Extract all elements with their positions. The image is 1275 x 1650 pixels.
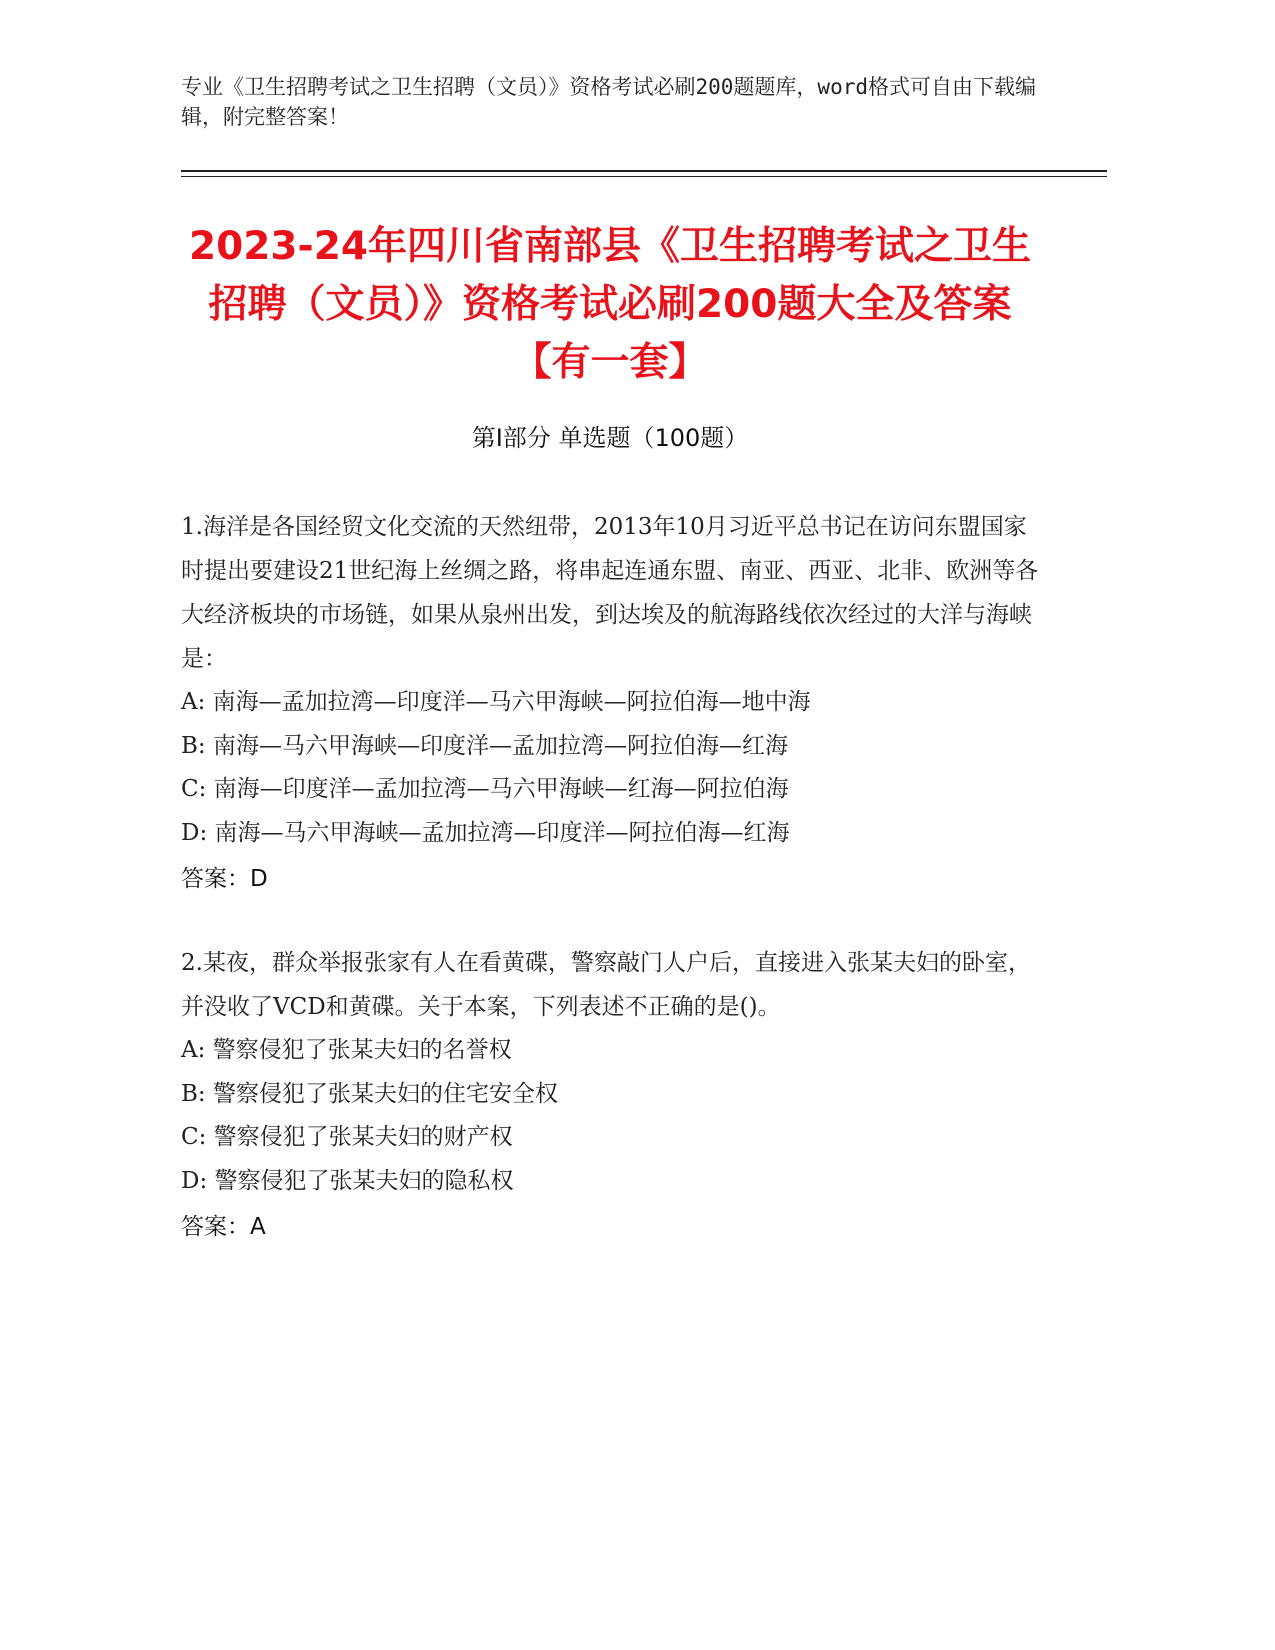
option-d: D: 警察侵犯了张某夫妇的隐私权 bbox=[181, 1167, 514, 1194]
header-divider-thin bbox=[181, 176, 1107, 177]
option-a: A: 警察侵犯了张某夫妇的名誉权 bbox=[181, 1037, 512, 1063]
answer-label: 答案：D bbox=[181, 866, 268, 892]
option-c: C: 警察侵犯了张某夫妇的财产权 bbox=[181, 1124, 513, 1150]
answer-label: 答案：A bbox=[181, 1214, 266, 1240]
option-b: B: 警察侵犯了张某夫妇的住宅安全权 bbox=[181, 1080, 558, 1107]
section-heading: 第Ⅰ部分 单选题（100题） bbox=[471, 424, 749, 452]
question-stem: 1.海洋是各国经贸文化交流的天然纽带，2013年10月习近平总书记在访问东盟国家时提出要建设21世纪海上丝绸之路，将串起连通东盟、南亚、西亚、北非、欧洲等各大经济板块的市场链，如果从泉州出发，到达埃及的航海路线依次经过的大洋与海峡是： bbox=[181, 514, 1039, 672]
option-b: B: 南海—马六甲海峡—印度洋—孟加拉湾—阿拉伯海—红海 bbox=[181, 732, 788, 759]
question-stem: 2.某夜，群众举报张家有人在看黄碟，警察敲门人户后，直接进入张某夫妇的卧室，并没收了VCD和黄碟。关于本案，下列表述不正确的是()。 bbox=[181, 950, 1031, 1020]
question-2 bbox=[181, 941, 1041, 1249]
question-1 bbox=[181, 505, 1041, 901]
document-title: 2023-24年四川省南部县《卫生招聘考试之卫生招聘（文员）》资格考试必刷200题大全及答案【有一套】 bbox=[188, 224, 1031, 385]
option-d: D: 南海—马六甲海峡—孟加拉湾—印度洋—阿拉伯海—红海 bbox=[181, 819, 790, 846]
header-divider-thick bbox=[181, 170, 1107, 172]
header-note: 专业《卫生招聘考试之卫生招聘（文员）》资格考试必刷200题题库，word格式可自由下载编辑，附完整答案！ bbox=[181, 75, 1036, 129]
option-a: A: 南海—孟加拉湾—印度洋—马六甲海峡—阿拉伯海—地中海 bbox=[181, 689, 811, 715]
option-c: C: 南海—印度洋—孟加拉湾—马六甲海峡—红海—阿拉伯海 bbox=[181, 776, 789, 802]
